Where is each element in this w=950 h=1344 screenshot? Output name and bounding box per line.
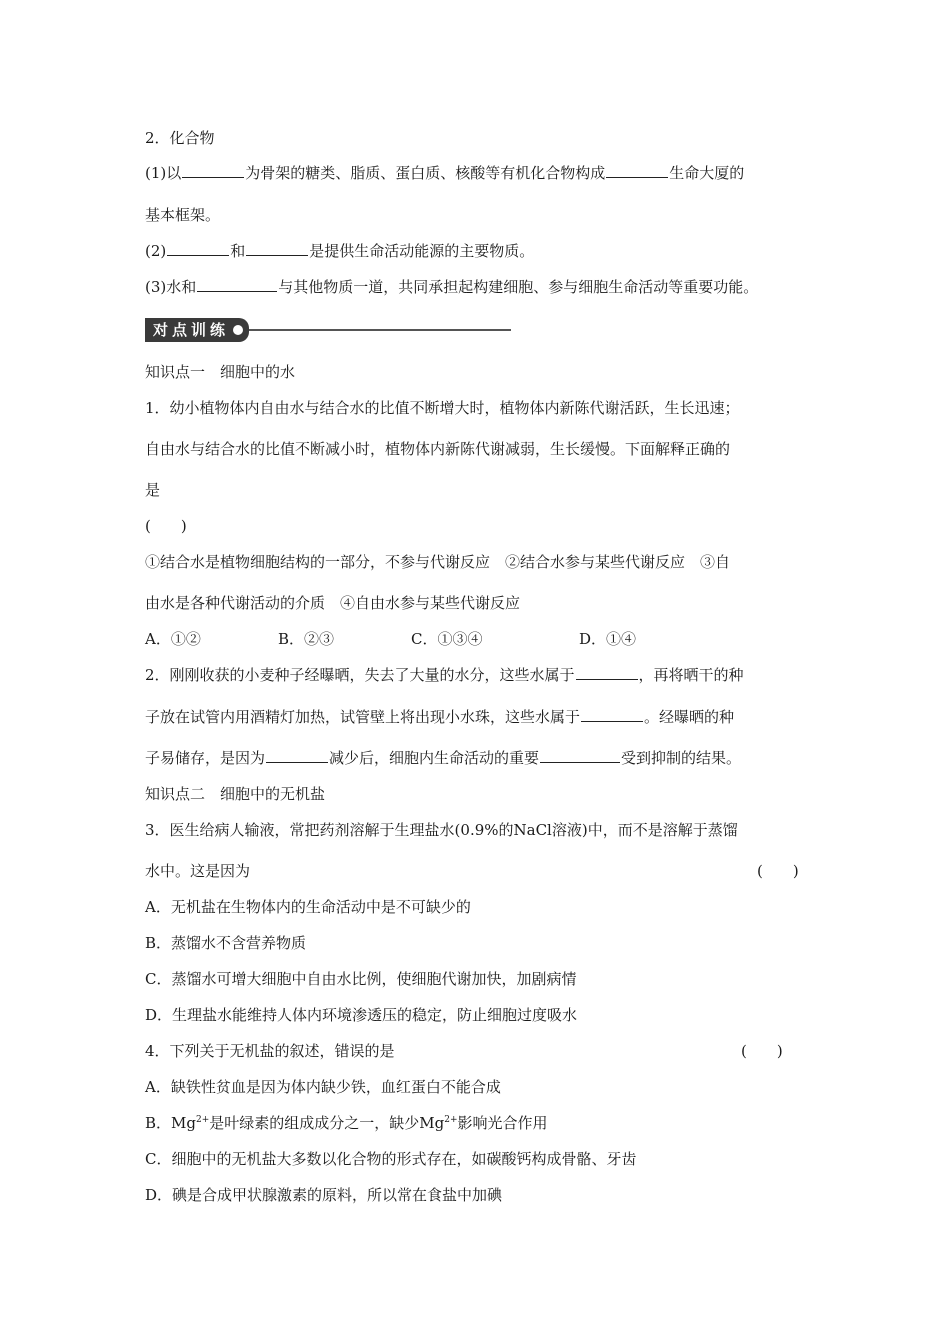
- text: 生命大厦的: [669, 164, 745, 182]
- q1-statement-2: 由水是各种代谢活动的介质 ④自由水参与某些代谢反应: [145, 594, 521, 612]
- fill-blank[interactable]: [182, 163, 244, 178]
- fill-blank[interactable]: [540, 748, 620, 763]
- section-heading: 2．化合物: [145, 129, 215, 147]
- fill-blank[interactable]: [246, 241, 308, 256]
- banner-label-box: [145, 318, 249, 342]
- q4-option-c[interactable]: C．细胞中的无机盐大多数以化合物的形式存在，如碳酸钙构成骨骼、牙齿: [145, 1150, 637, 1168]
- dot-icon: [233, 325, 243, 335]
- fill-blank[interactable]: [197, 277, 277, 292]
- q3-option-b[interactable]: B．蒸馏水不含营养物质: [145, 934, 307, 952]
- superscript: 2+: [444, 1115, 458, 1125]
- q2-line-2: [145, 707, 734, 727]
- text: (3)水和: [145, 278, 197, 296]
- q1-option-a[interactable]: A．①②: [145, 630, 201, 648]
- text: 与其他物质一道，共同承担起构建细胞、参与细胞生命活动等重要功能。: [278, 278, 759, 296]
- text: (1)以: [145, 164, 182, 182]
- text: 受到抑制的结果。: [621, 749, 742, 767]
- q1-answer-paren[interactable]: ( ): [145, 517, 187, 535]
- q4-option-a[interactable]: A．缺铁性贫血是因为体内缺少铁，血红蛋白不能合成: [145, 1078, 501, 1096]
- text: 是叶绿素的组成成分之一，缺少Mg: [209, 1114, 445, 1132]
- practice-banner: [145, 318, 511, 342]
- knowledge-point-2-title: 知识点二 细胞中的无机盐: [145, 785, 326, 803]
- text: 。经曝晒的种: [644, 708, 735, 726]
- fill-blank[interactable]: [576, 665, 638, 680]
- q4-answer-paren[interactable]: ( ): [741, 1042, 783, 1060]
- fill-blank[interactable]: [266, 748, 328, 763]
- item-1-line-2: 基本框架。: [145, 206, 221, 224]
- q3-line-2: 水中。这是因为: [145, 862, 251, 880]
- q4-option-d[interactable]: D．碘是合成甲状腺激素的原料，所以常在食盐中加碘: [145, 1186, 503, 1204]
- banner-rule: [249, 329, 511, 331]
- text: 子放在试管内用酒精灯加热，试管壁上将出现小水珠，这些水属于: [145, 708, 581, 726]
- q1-option-b[interactable]: B．②③: [278, 630, 335, 648]
- text: 影响光合作用: [457, 1114, 548, 1132]
- q3-line-1: 3．医生给病人输液，常把药剂溶解于生理盐水(0.9%的NaCl溶液)中，而不是溶解于蒸馏: [145, 821, 738, 839]
- q2-line-1: [145, 665, 744, 685]
- text: (2): [145, 242, 167, 260]
- knowledge-point-1-title: 知识点一 细胞中的水: [145, 363, 296, 381]
- text: 和: [230, 242, 246, 260]
- text: 是提供生命活动能源的主要物质。: [309, 242, 535, 260]
- text: ，再将晒干的种: [638, 666, 744, 684]
- q1-option-d[interactable]: D．①④: [579, 630, 637, 648]
- q1-line-3: 是: [145, 481, 161, 499]
- q4-option-b[interactable]: [145, 1113, 548, 1133]
- q1-line-2: 自由水与结合水的比值不断减小时，植物体内新陈代谢减弱，生长缓慢。下面解释正确的: [145, 440, 731, 458]
- q1-line-1: 1．幼小植物体内自由水与结合水的比值不断增大时，植物体内新陈代谢活跃，生长迅速；: [145, 399, 740, 417]
- q1-statement-1: ①结合水是植物细胞结构的一部分，不参与代谢反应 ②结合水参与某些代谢反应 ③自: [145, 553, 731, 571]
- fill-blank[interactable]: [606, 163, 668, 178]
- text: 子易储存，是因为: [145, 749, 266, 767]
- superscript: 2+: [195, 1115, 210, 1125]
- item-2-line: [145, 241, 534, 261]
- banner-label: 对点训练: [153, 321, 230, 339]
- q3-answer-paren[interactable]: ( ): [757, 862, 799, 880]
- text: 为骨架的糖类、脂质、蛋白质、核酸等有机化合物构成: [245, 164, 606, 182]
- text: 减少后，细胞内生命活动的重要: [329, 749, 540, 767]
- text: 2．刚刚收获的小麦种子经曝晒，失去了大量的水分，这些水属于: [145, 666, 575, 684]
- item-3-line: [145, 277, 758, 297]
- q3-option-d[interactable]: D．生理盐水能维持人体内环境渗透压的稳定，防止细胞过度吸水: [145, 1006, 578, 1024]
- q4-line-1: 4．下列关于无机盐的叙述，错误的是: [145, 1042, 395, 1060]
- q2-line-3: [145, 748, 741, 768]
- item-1-line-1: [145, 163, 744, 183]
- text: B．Mg: [145, 1114, 196, 1132]
- q1-option-c[interactable]: C．①③④: [411, 630, 483, 648]
- q3-option-a[interactable]: A．无机盐在生物体内的生命活动中是不可缺少的: [145, 898, 471, 916]
- q3-option-c[interactable]: C．蒸馏水可增大细胞中自由水比例，使细胞代谢加快，加剧病情: [145, 970, 577, 988]
- fill-blank[interactable]: [167, 241, 229, 256]
- fill-blank[interactable]: [581, 707, 643, 722]
